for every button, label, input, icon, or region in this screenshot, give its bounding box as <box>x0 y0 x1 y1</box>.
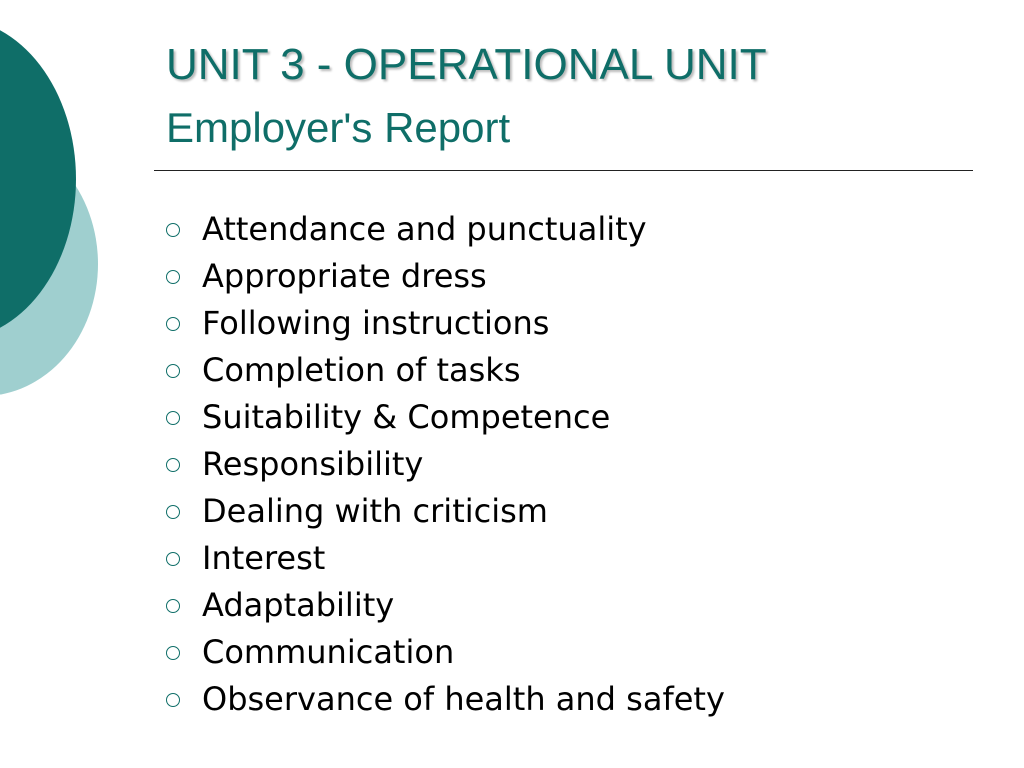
list-item-text: Appropriate dress <box>202 256 487 295</box>
list-item <box>166 205 725 252</box>
hollow-circle-bullet-icon <box>166 693 180 707</box>
list-item-text: Observance of health and safety <box>202 679 725 718</box>
list-item <box>166 299 725 346</box>
list-item <box>166 581 725 628</box>
list-item <box>166 534 725 581</box>
list-item-text: Completion of tasks <box>202 350 521 389</box>
list-item <box>166 346 725 393</box>
list-item <box>166 628 725 675</box>
list-item-text: Responsibility <box>202 444 424 483</box>
bullet-list <box>166 205 725 722</box>
list-item <box>166 675 725 722</box>
list-item-text: Attendance and punctuality <box>202 209 647 248</box>
hollow-circle-bullet-icon <box>166 411 180 425</box>
hollow-circle-bullet-icon <box>166 223 180 237</box>
list-item <box>166 440 725 487</box>
slide-title: UNIT 3 - OPERATIONAL UNIT <box>166 40 767 89</box>
hollow-circle-bullet-icon <box>166 505 180 519</box>
title-divider <box>154 170 973 171</box>
list-item-text: Communication <box>202 632 455 671</box>
hollow-circle-bullet-icon <box>166 552 180 566</box>
list-item-text: Adaptability <box>202 585 395 624</box>
list-item <box>166 252 725 299</box>
list-item-text: Following instructions <box>202 303 550 342</box>
hollow-circle-bullet-icon <box>166 458 180 472</box>
list-item-text: Interest <box>202 538 326 577</box>
hollow-circle-bullet-icon <box>166 646 180 660</box>
hollow-circle-bullet-icon <box>166 364 180 378</box>
list-item-text: Dealing with criticism <box>202 491 548 530</box>
slide-subtitle: Employer's Report <box>166 104 511 151</box>
hollow-circle-bullet-icon <box>166 270 180 284</box>
hollow-circle-bullet-icon <box>166 317 180 331</box>
list-item <box>166 487 725 534</box>
hollow-circle-bullet-icon <box>166 599 180 613</box>
list-item <box>166 393 725 440</box>
list-item-text: Suitability & Competence <box>202 397 611 436</box>
